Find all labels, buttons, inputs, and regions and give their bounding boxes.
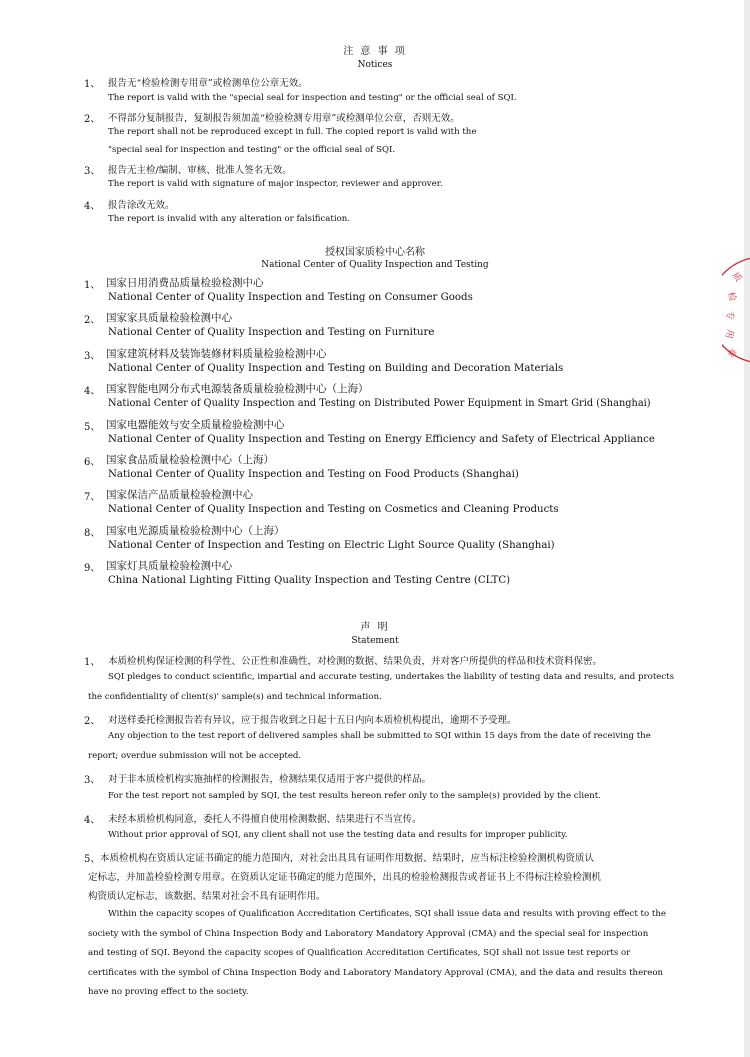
center-name-en: National Center of Quality Inspection and Testing on Energy Efficiency and Safety of Electrical Appliance xyxy=(108,434,655,445)
statement-text-en: Within the capacity scopes of Qualification Accreditation Certificates, SQI shall issue data and results with proving effect to the xyxy=(108,909,666,919)
center-name-en: National Center of Quality Inspection and Testing on Cosmetics and Cleaning Products xyxy=(108,504,559,515)
notice-text-cn: 报告涂改无效。 xyxy=(108,200,175,211)
notice-text-en: "special seal for inspection and testing" or the official seal of SQI. xyxy=(108,145,396,155)
statement-text-en: and testing of SQI. Beyond the capacity scopes of Qualification Accreditation Certificates, SQI shall not issue test reports or xyxy=(88,948,631,958)
centers-title-cn: 授权国家质检中心名称 xyxy=(325,247,425,258)
center-name-cn: 国家电光源质量检验检测中心（上海） xyxy=(106,525,285,537)
notice-text-en: The report shall not be reproduced except in full. The copied report is valid with the xyxy=(108,127,477,137)
center-name-cn: 国家保洁产品质量检验检测中心 xyxy=(106,489,253,501)
notice-text-en: The report is valid with the "special seal for inspection and testing" or the official seal of SQI. xyxy=(108,93,517,103)
notices-title-en: Notices xyxy=(357,60,393,70)
center-name-cn: 国家建筑材料及装饰装修材料质量检验检测中心 xyxy=(106,348,327,360)
notice-text-en: The report is valid with signature of major inspector, reviewer and approver. xyxy=(108,179,443,189)
center-number: 9、 xyxy=(84,563,101,574)
center-number: 7、 xyxy=(84,492,101,503)
center-name-en: China National Lighting Fitting Quality Inspection and Testing Centre (CLTC) xyxy=(108,575,511,586)
statement-text-en: For the test report not sampled by SQI, the test results hereon refer only to the sample(s) provided by the client. xyxy=(108,791,601,801)
notice-text-cn: 报告无“检验检测专用章”或检测单位公章无效。 xyxy=(108,78,308,89)
statement-text-cn: 定标志，并加盖检验检测专用章。在资质认定证书确定的能力范围外，出具的检验检测报告或者证书上不得标注检验检测机 xyxy=(88,872,602,883)
notice-number: 1、 xyxy=(84,79,101,90)
center-name-cn: 国家家具质量检验检测中心 xyxy=(106,312,232,324)
notice-text-en: The report is invalid with any alteration or falsification. xyxy=(108,214,351,224)
statement-number: 4、 xyxy=(84,815,101,826)
center-number: 4、 xyxy=(84,386,101,397)
statement-title-cn: 声 明 xyxy=(360,622,390,633)
center-number: 5、 xyxy=(84,422,101,433)
center-name-en: National Center of Quality Inspection and Testing on Furniture xyxy=(108,327,435,338)
official-seal xyxy=(722,255,750,365)
notice-number: 4、 xyxy=(84,201,101,212)
svg-text:章: 章 xyxy=(724,345,738,359)
center-number: 2、 xyxy=(84,315,101,326)
statement-text-cn: 构资质认定标志，该数据、结果对社会不具有证明作用。 xyxy=(88,891,326,902)
statement-text-cn: 未经本质检机构同意，委托人不得擅自使用检测数据、结果进行不当宣传。 xyxy=(108,814,422,825)
statement-number: 2、 xyxy=(84,716,101,727)
notice-number: 3、 xyxy=(84,166,101,177)
statement-text-cn: 本质检机构在资质认定证书确定的能力范围内，对社会出具具有证明作用数据、结果时，应当标注检验检测机构资质认 xyxy=(100,853,595,864)
center-name-en: National Center of Inspection and Testing on Electric Light Source Quality (Shanghai) xyxy=(108,540,555,551)
statement-text-en: society with the symbol of China Inspection Body and Laboratory Mandatory Approval (CMA) and the special seal for inspection xyxy=(88,929,649,939)
center-name-cn: 国家食品质量检验检测中心（上海） xyxy=(106,454,274,466)
center-name-en: National Center of Quality Inspection and Testing on Distributed Power Equipment in Smart Grid (Shanghai) xyxy=(108,398,651,409)
center-name-cn: 国家电器能效与安全质量检验检测中心 xyxy=(106,419,285,431)
statement-text-cn: 对送样委托检测报告若有异议，应于报告收到之日起十五日内向本质检机构提出，逾期不予受理。 xyxy=(108,715,517,726)
notice-text-cn: 不得部分复制报告，复制报告须加盖“检验检测专用章”或检测单位公章，否则无效。 xyxy=(108,113,460,124)
statement-text-cn: 本质检机构保证检测的科学性、公正性和准确性，对检测的数据、结果负责，并对客户所提供的样品和技术资料保密。 xyxy=(108,656,603,667)
statement-number: 5、 xyxy=(84,854,101,865)
statement-text-en: SQI pledges to conduct scientific, impartial and accurate testing, undertakes the liability of testing data and results, and protects xyxy=(108,672,675,682)
svg-text:检: 检 xyxy=(725,291,738,303)
center-name-cn: 国家日用消费品质量检验检测中心 xyxy=(106,277,264,289)
center-number: 6、 xyxy=(84,457,101,468)
center-number: 3、 xyxy=(84,351,101,362)
center-name-cn: 国家智能电网分布式电源装备质量检验检测中心（上海） xyxy=(106,383,369,395)
statement-text-en: the confidentiality of client(s)' sample(s) and technical information. xyxy=(88,692,382,702)
svg-text:专: 专 xyxy=(724,311,734,321)
center-name-cn: 国家灯具质量检验检测中心 xyxy=(106,560,232,572)
statement-text-en: Any objection to the test report of delivered samples shall be submitted to SQI within 15 days from the date of receiving the xyxy=(108,731,651,741)
notice-text-cn: 报告无主检/编制、审核、批准人签名无效。 xyxy=(108,165,292,176)
statement-text-en: report; overdue submission will not be accepted. xyxy=(88,751,302,761)
centers-title-en: National Center of Quality Inspection and Testing xyxy=(261,260,489,270)
svg-text:用: 用 xyxy=(722,328,735,340)
statement-text-cn: 对于非本质检机构实施抽样的检测报告，检测结果仅适用于客户提供的样品。 xyxy=(108,774,432,785)
statement-number: 3、 xyxy=(84,775,101,786)
center-number: 1、 xyxy=(84,280,101,291)
statement-text-en: have no proving effect to the society. xyxy=(88,987,249,997)
center-number: 8、 xyxy=(84,528,101,539)
notices-title-cn: 注 意 事 项 xyxy=(343,46,407,57)
center-name-en: National Center of Quality Inspection and Testing on Food Products (Shanghai) xyxy=(108,469,519,480)
statement-title-en: Statement xyxy=(351,636,399,646)
statement-text-en: certificates with the symbol of China Inspection Body and Laboratory Mandatory Approval (CMA), and the data and results thereon xyxy=(88,968,664,978)
svg-text:质: 质 xyxy=(729,270,743,285)
statement-text-en: Without prior approval of SQI, any client shall not use the testing data and results for improper publicity. xyxy=(108,830,568,840)
statement-number: 1、 xyxy=(84,657,101,668)
notice-number: 2、 xyxy=(84,114,101,125)
center-name-en: National Center of Quality Inspection and Testing on Building and Decoration Materials xyxy=(108,363,564,374)
center-name-en: National Center of Quality Inspection and Testing on Consumer Goods xyxy=(108,292,473,303)
page-edge xyxy=(744,0,750,1057)
